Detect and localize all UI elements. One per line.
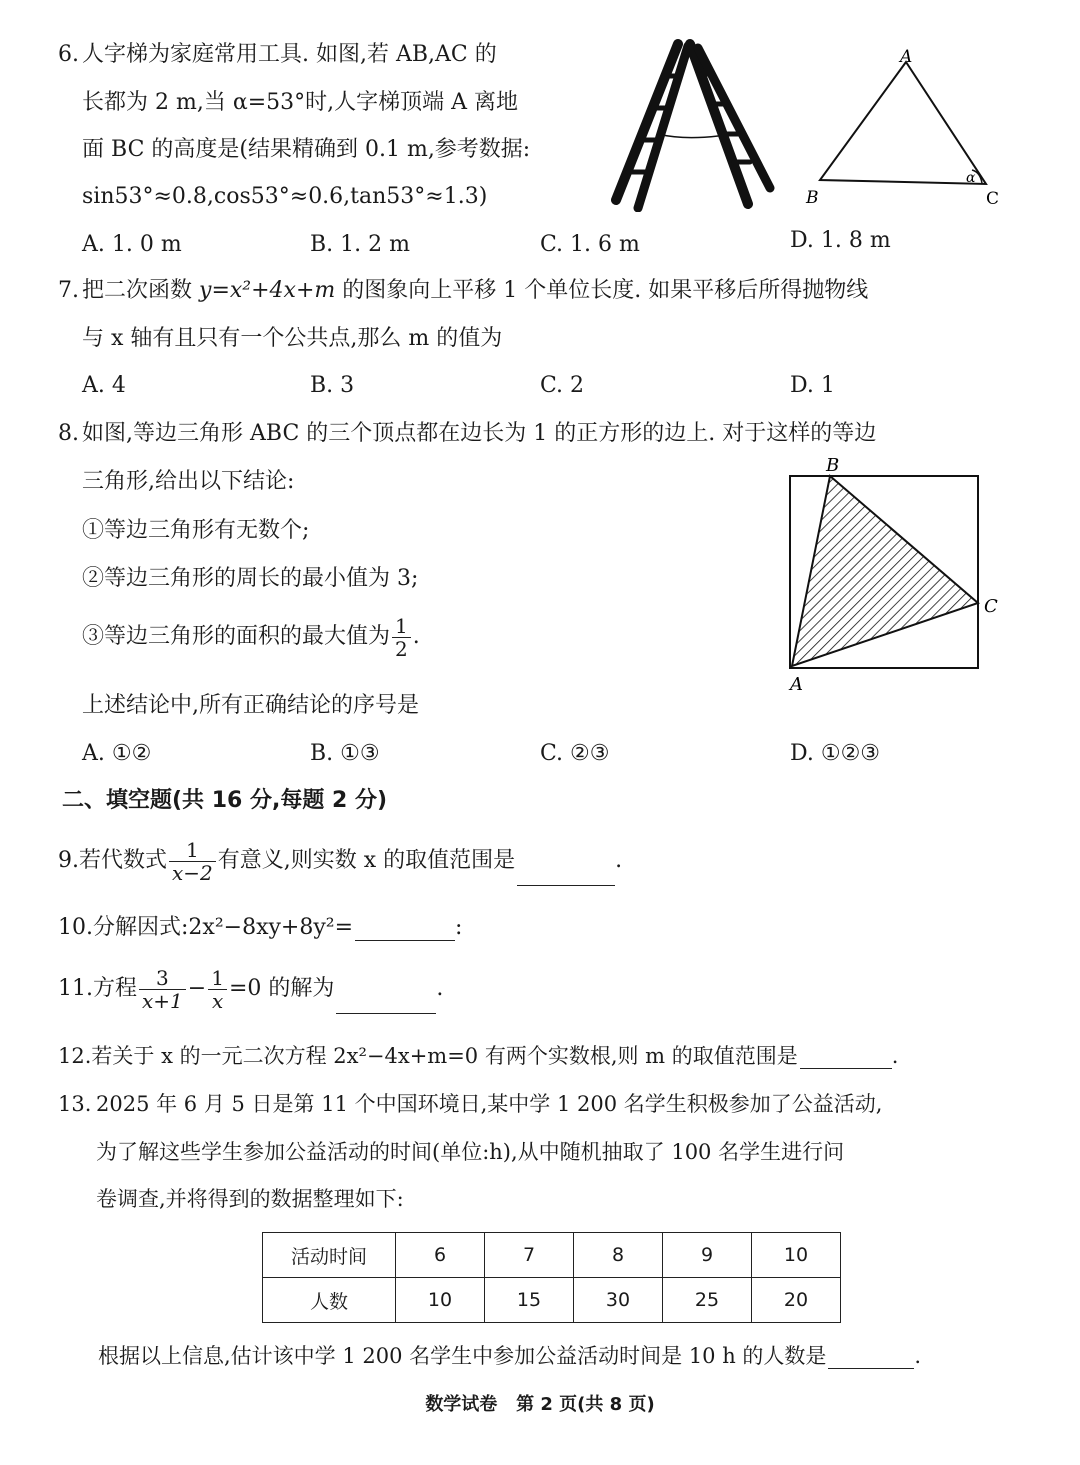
q11-answer-blank[interactable] xyxy=(336,991,436,1014)
q11-f2-numerator: 1 xyxy=(208,967,227,990)
q8-option-a: A. ①② xyxy=(82,741,152,766)
table-cell: 8 xyxy=(574,1233,663,1278)
label-alpha: α xyxy=(966,170,976,186)
q6-option-d: D. 1. 8 m xyxy=(790,228,891,253)
q11-pre: 方程 xyxy=(93,976,138,1001)
q8-c3-fraction xyxy=(392,615,411,660)
q9-number: 9. xyxy=(58,848,79,873)
q11-f1-numerator: 3 xyxy=(139,967,186,990)
q7-option-a: A. 4 xyxy=(82,373,126,398)
table-cell: 10 xyxy=(752,1233,841,1278)
square-triangle-figure xyxy=(780,452,1030,698)
q11-f1-denominator: x+1 xyxy=(142,988,183,1013)
q10-line xyxy=(58,915,462,941)
table-cell: 15 xyxy=(485,1278,574,1323)
q10-number: 10. xyxy=(58,915,93,940)
equilateral-triangle xyxy=(792,476,978,666)
q7-number: 7. xyxy=(58,278,79,303)
table-cell: 6 xyxy=(396,1233,485,1278)
q11-minus: − xyxy=(187,976,207,1001)
q8-conclusion-3 xyxy=(82,612,420,662)
page-footer: 数学试卷 第 2 页(共 8 页) xyxy=(425,1394,655,1415)
label-a: A xyxy=(790,674,803,695)
q9-line xyxy=(58,836,622,886)
q6-option-a: A. 1. 0 m xyxy=(82,232,182,257)
q7-line1 xyxy=(82,278,868,304)
q8-ask: 上述结论中,所有正确结论的序号是 xyxy=(82,693,419,718)
table-cell: 20 xyxy=(752,1278,841,1323)
q12-number: 12. xyxy=(58,1044,92,1068)
label-c: C xyxy=(986,189,1000,209)
q7-option-c: C. 2 xyxy=(540,373,585,398)
table-cell: 10 xyxy=(396,1278,485,1323)
label-c: C xyxy=(984,596,998,617)
triangle-abc xyxy=(820,62,986,184)
q9-end: . xyxy=(615,848,623,873)
q7-option-d: D. 1 xyxy=(790,373,835,398)
label-b: B xyxy=(806,188,819,208)
q7-function: y=x²+4x+m xyxy=(199,278,336,303)
table-row-hours xyxy=(263,1233,841,1278)
q8-number: 8. xyxy=(58,421,79,446)
q6-line1: 人字梯为家庭常用工具. 如图,若 AB,AC 的 xyxy=(82,42,497,67)
table-row-count xyxy=(263,1278,841,1323)
q6-line3: 面 BC 的高度是(结果精确到 0.1 m,参考数据: xyxy=(82,137,531,162)
triangle-figure xyxy=(800,46,1010,212)
q12-end: . xyxy=(891,1044,899,1068)
table-header-count: 人数 xyxy=(263,1278,396,1323)
q8-conclusion-2: ②等边三角形的周长的最小值为 3; xyxy=(82,566,419,591)
q8-option-b: B. ①③ xyxy=(310,741,380,766)
table-cell: 7 xyxy=(485,1233,574,1278)
q9-pre: 若代数式 xyxy=(79,848,168,873)
q12-answer-blank[interactable] xyxy=(800,1046,892,1069)
q12-line xyxy=(58,1043,898,1069)
q13-ask-line xyxy=(98,1343,921,1369)
q6-line2: 长都为 2 m,当 α=53°时,人字梯顶端 A 离地 xyxy=(82,90,518,115)
q11-line xyxy=(58,964,443,1014)
q11-f2-denominator: x xyxy=(211,988,224,1013)
table-cell: 9 xyxy=(663,1233,752,1278)
q8-c3-denominator: 2 xyxy=(395,636,408,661)
label-a: A xyxy=(900,47,913,67)
q6-line4: sin53°≈0.8,cos53°≈0.6,tan53°≈1.3) xyxy=(82,184,488,209)
section-heading: 二、填空题(共 16 分,每题 2 分) xyxy=(62,788,388,813)
q9-post: 有意义,则实数 x 的取值范围是 xyxy=(217,848,516,873)
q9-numerator: 1 xyxy=(169,839,216,862)
activity-table xyxy=(262,1232,841,1323)
q8-c3-numerator: 1 xyxy=(392,615,411,638)
q9-denominator: x−2 xyxy=(172,860,213,885)
ladder-figure xyxy=(608,36,778,212)
q8-line2: 三角形,给出以下结论: xyxy=(82,469,295,494)
q13-ask: 根据以上信息,估计该中学 1 200 名学生中参加公益活动时间是 10 h 的人数是 xyxy=(98,1344,827,1368)
table-header-hours: 活动时间 xyxy=(263,1233,396,1278)
q11-fraction-1 xyxy=(139,967,186,1012)
table-cell: 25 xyxy=(663,1278,752,1323)
q9-answer-blank[interactable] xyxy=(517,863,615,886)
q7-option-b: B. 3 xyxy=(310,373,355,398)
q13-line3: 卷调查,并将得到的数据整理如下: xyxy=(96,1187,404,1211)
q7-line2: 与 x 轴有且只有一个公共点,那么 m 的值为 xyxy=(82,326,503,351)
q10-answer-blank[interactable] xyxy=(355,918,455,941)
label-b: B xyxy=(826,455,840,476)
q6-option-c: C. 1. 6 m xyxy=(540,232,640,257)
q13-line1: 2025 年 6 月 5 日是第 11 个中国环境日,某中学 1 200 名学生积极参加了公益活动, xyxy=(96,1092,883,1116)
q8-c3-period: . xyxy=(412,624,420,649)
q6-option-b: B. 1. 2 m xyxy=(310,232,410,257)
q10-end: : xyxy=(455,915,463,940)
q7-line1-post: 的图象向上平移 1 个单位长度. 如果平移后所得抛物线 xyxy=(342,278,869,303)
q11-number: 11. xyxy=(58,976,93,1001)
q12-text: 若关于 x 的一元二次方程 2x²−4x+m=0 有两个实数根,则 m 的取值范围是 xyxy=(91,1044,798,1068)
q13-answer-blank[interactable] xyxy=(828,1346,914,1369)
q11-end: . xyxy=(436,976,444,1001)
q11-post: =0 的解为 xyxy=(228,976,335,1001)
q9-fraction xyxy=(169,839,216,884)
q7-line1-pre: 把二次函数 xyxy=(82,278,193,303)
q13-end: . xyxy=(914,1344,922,1368)
q8-option-d: D. ①②③ xyxy=(790,741,881,766)
q10-text: 分解因式:2x²−8xy+8y²= xyxy=(93,915,354,940)
q8-c3-text: ③等边三角形的面积的最大值为 xyxy=(82,624,391,649)
q13-number: 13. xyxy=(58,1092,92,1116)
q8-conclusion-1: ①等边三角形有无数个; xyxy=(82,518,310,543)
q11-fraction-2 xyxy=(208,967,227,1012)
q13-line2: 为了解这些学生参加公益活动的时间(单位:h),从中随机抽取了 100 名学生进行问 xyxy=(96,1140,845,1164)
q8-option-c: C. ②③ xyxy=(540,741,610,766)
q8-line1: 如图,等边三角形 ABC 的三个顶点都在边长为 1 的正方形的边上. 对于这样的等边 xyxy=(82,421,877,446)
q6-number: 6. xyxy=(58,42,79,67)
table-cell: 30 xyxy=(574,1278,663,1323)
